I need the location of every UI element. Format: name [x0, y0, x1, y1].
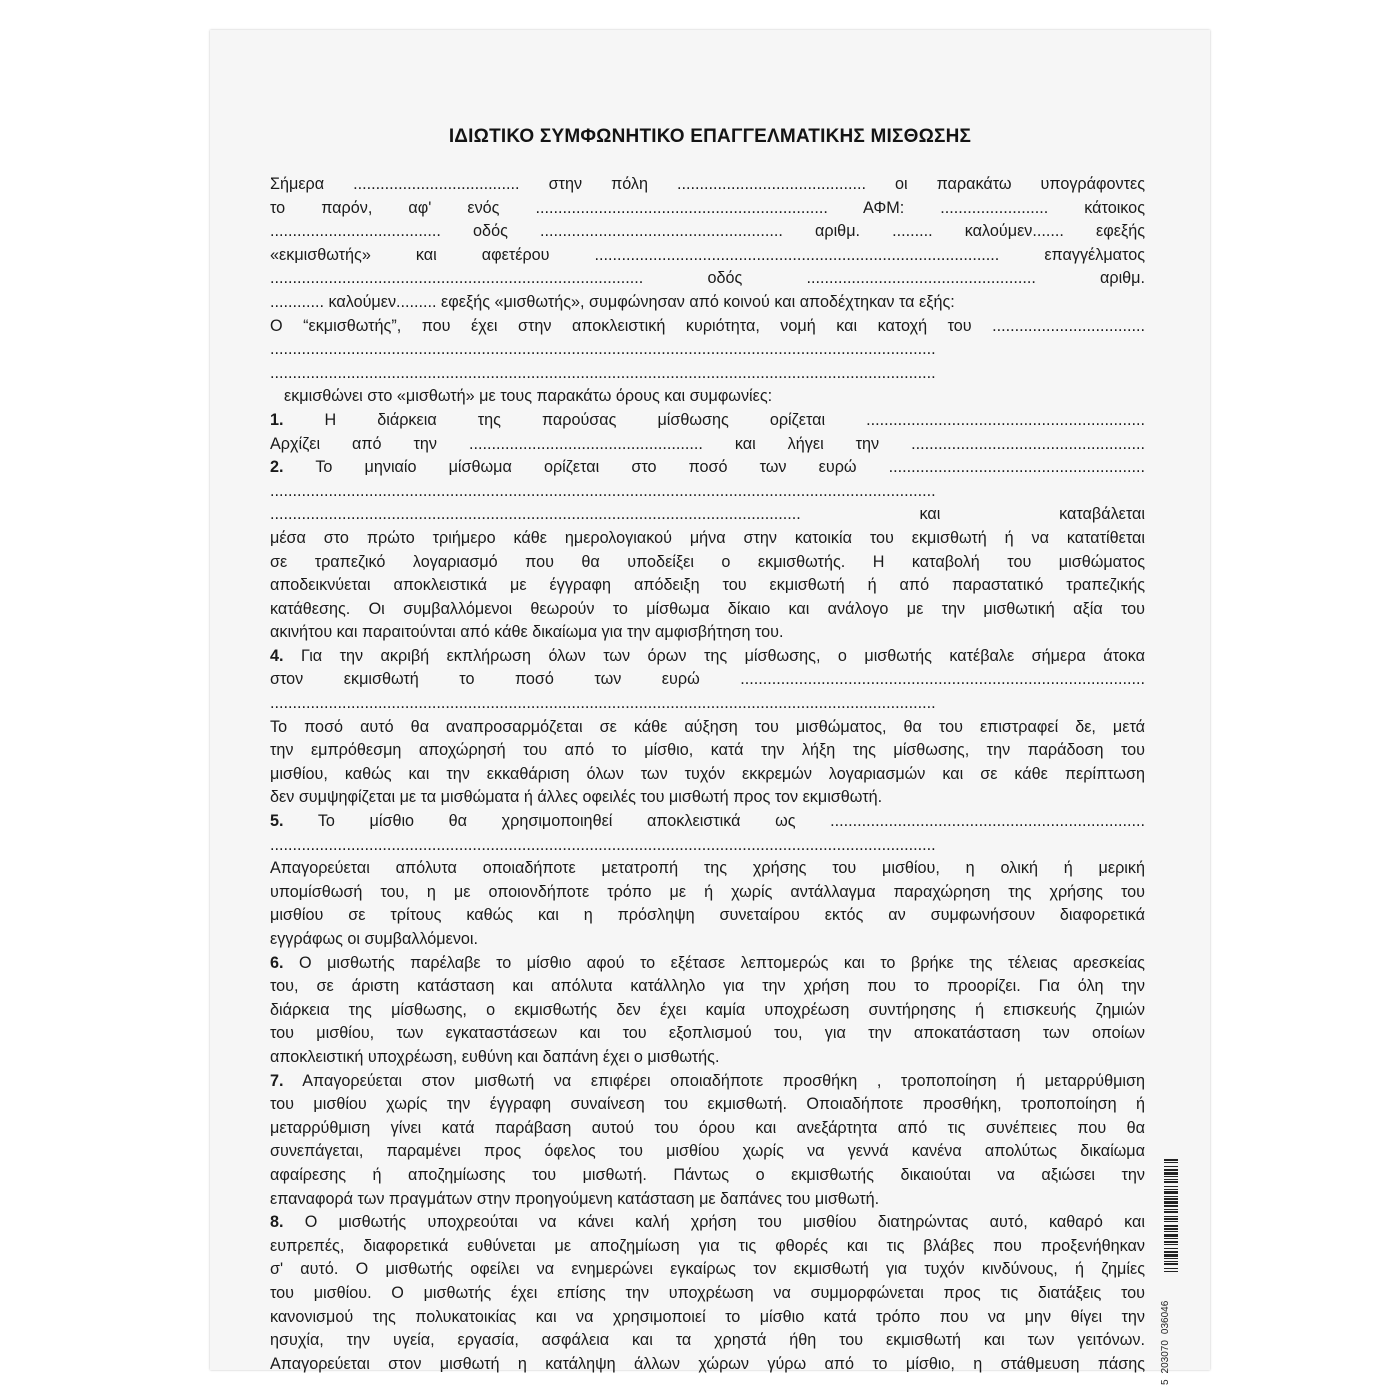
document-line	[270, 197, 1145, 221]
clause-number: 5.	[270, 812, 284, 831]
document-line	[270, 1235, 1145, 1259]
line-text: αποδεικνύεται αποκλειστικά με έγγραφη απόδειξη του εκμισθωτή ή από παραστατικό τραπεζικής	[270, 576, 1145, 595]
line-text: μεταρρύθμιση γίνει κατά παράβαση αυτού του όρου και ανεξάρτητα από τις συνέπειες που θα	[270, 1118, 1145, 1137]
clause-number: 2.	[270, 458, 284, 477]
line-text: Το μηνιαίο μίσθωμα ορίζεται στο ποσό των ευρώ .........................................................	[283, 458, 1145, 477]
line-text: σε τραπεζικό λογαριασμό που θα υποδείξει ο εκμισθωτής. Η καταβολή του μισθώματος	[270, 552, 1145, 571]
line-text: Ο “εκμισθωτής”, που έχει στην αποκλειστική κυριότητα, νομή και κατοχή του ..................................	[270, 316, 1145, 335]
line-text: Για την ακριβή εκπλήρωση όλων των όρων της μίσθωσης, ο μισθωτής κατέβαλε σήμερα άτοκα	[283, 646, 1145, 665]
contract-body	[270, 173, 1145, 1376]
document-line	[270, 1022, 1145, 1046]
line-text: σ' αυτό. Ο μισθωτής οφείλει να ενημερώνει εγκαίρως τον εκμισθωτή για τυχόν κινδύνους, ή ζημίες	[270, 1260, 1145, 1279]
document-line	[270, 668, 1145, 692]
document-line	[270, 267, 1145, 291]
document-line	[270, 904, 1145, 928]
document-line	[270, 244, 1145, 268]
line-text: Ο μισθωτής παρέλαβε το μίσθιο αφού το εξέτασε λεπτομερώς και το βρήκε της τέλειας αρεσκείας	[283, 953, 1145, 972]
line-text: συνεπάγεται, παραμένει προς όφελος του μισθίου χωρίς να γεννά κανένα απολύτως δικαίωμα	[270, 1142, 1145, 1161]
document-line	[270, 409, 1145, 433]
line-text: ...................................................................................................................... και καταβάλεται	[270, 505, 1145, 524]
line-text: διάρκεια της μίσθωσης, ο εκμισθωτής δεν έχει καμία υποχρέωση συντήρησης ή επισκευής ζημιών	[270, 1000, 1145, 1019]
document-line	[270, 1164, 1145, 1188]
document-title: ΙΔΙΩΤΙΚΟ ΣΥΜΦΩΝΗΤΙΚΟ ΕΠΑΓΓΕΛΜΑΤΙΚΗΣ ΜΙΣΘΩΣΗΣ	[448, 126, 972, 147]
line-text: Το ποσό αυτό θα αναπροσαρμόζεται σε κάθε αύξηση του μισθώματος, θα του επιστραφεί δε, μετά	[270, 717, 1145, 736]
document-line	[270, 645, 1145, 669]
barcode	[1150, 1155, 1180, 1385]
line-text: την εμπρόθεσμη αποχώρησή του από το μίσθιο, κατά την λήξη της μίσθωσης, την παράδοση του	[270, 741, 1145, 760]
document-line	[270, 1211, 1145, 1235]
barcode-group-1: 203070	[1159, 1340, 1171, 1374]
document-line	[270, 952, 1145, 976]
barcode-group-2: 036046	[1159, 1300, 1171, 1335]
clause-number: 7.	[270, 1071, 284, 1090]
clause-number: 6.	[270, 953, 284, 972]
line-text: του μισθίου χωρίς την έγγραφη συναίνεση του εκμισθωτή. Οποιαδήποτε προσθήκη, τροποποίηση ή	[270, 1095, 1145, 1114]
document-line	[270, 1140, 1145, 1164]
line-text: αφαίρεσης ή αποζημίωσης του μισθωτή. Πάντως ο εκμισθωτής δικαιούται να αξιώσει την	[270, 1165, 1145, 1184]
document-line	[270, 1282, 1145, 1306]
line-text: Σήμερα ..................................... στην πόλη .......................................... οι παρακάτω υπογράφοντες	[270, 175, 1145, 193]
line-text: Ο μισθωτής υποχρεούται να κάνει καλή χρήση του μισθίου διατηρώντας αυτό, καθαρό και	[283, 1213, 1145, 1232]
line-text: Απαγορεύεται απόλυτα οποιαδήποτε μετατροπή της χρήσης του μισθίου, η ολική ή μερική	[270, 859, 1145, 878]
document-line	[270, 999, 1145, 1023]
line-text: μέσα στο πρώτο τριήμερο κάθε ημερολογιακού μήνα στην κατοικία του εκμισθωτή ή να κατατίθεται	[270, 528, 1145, 547]
document-line	[270, 928, 1145, 952]
line-text: μισθίου σε τρίτους καθώς και η πρόσληψη συνεταίρου εκτός αν συμφωνήσουν διαφορετικά	[270, 906, 1145, 925]
line-text: του μισθίου, των εγκαταστάσεων και του εξοπλισμού του, για την αποκατάσταση των οποίων	[270, 1024, 1145, 1043]
document-line	[270, 1353, 1145, 1377]
line-text: ....................................................................................................................................................	[270, 481, 936, 500]
document-line	[270, 692, 1145, 716]
barcode-number	[1150, 1155, 1180, 1385]
clause-number: 4.	[270, 646, 284, 665]
document-line	[270, 1306, 1145, 1330]
line-text: Απαγορεύεται στον μισθωτή να επιφέρει οποιαδήποτε προσθήκη , τροποποίηση ή μεταρρύθμιση	[283, 1071, 1145, 1090]
line-text: στον εκμισθωτή το ποσό των ευρώ ..........................................................................................	[270, 670, 1145, 689]
document-line	[270, 173, 1145, 197]
line-text: κανονισμού της πολυκατοικίας και να χρησιμοποιεί το μίσθιο κατά τρόπο που να μην θίγει την	[270, 1307, 1145, 1326]
document-line	[270, 739, 1145, 763]
document-line	[270, 881, 1145, 905]
line-text: κατάθεσης. Οι συμβαλλόμενοι θεωρούν το μίσθωμα δίκαιο και ανάλογο με την μισθωτική αξία του	[270, 599, 1145, 618]
line-text: ευπρεπές, διαφορετικά ευθύνεται με αποζημίωση για τις φθορές και τις βλάβες που προξενήθηκαν	[270, 1236, 1145, 1255]
document-line	[270, 786, 1145, 810]
document-line	[270, 598, 1145, 622]
document-line	[270, 338, 1145, 362]
document-line	[270, 1329, 1145, 1353]
document-line	[270, 574, 1145, 598]
document-line	[270, 291, 1145, 315]
document-line	[270, 1046, 1145, 1070]
document-line	[270, 220, 1145, 244]
document-line	[270, 551, 1145, 575]
document-line	[270, 716, 1145, 740]
document-line	[270, 810, 1145, 834]
document-line	[270, 763, 1145, 787]
line-text: Η διάρκεια της παρούσας μίσθωσης ορίζεται ..............................................................	[283, 410, 1145, 429]
line-text: το παρόν, αφ' ενός ................................................................. ΑΦΜ: ........................ κάτοικος	[270, 198, 1145, 217]
line-text: Αρχίζει από την .................................................... και λήγει την ....................................................	[270, 434, 1145, 453]
document-line	[270, 456, 1145, 480]
contract-page	[210, 30, 1210, 1373]
line-text: μισθίου, καθώς και την εκκαθάριση όλων των τυχόν εκκρεμών λογαριασμών και σε κάθε περίπτωση	[270, 764, 1145, 783]
line-text: του μισθίου. Ο μισθωτής έχει επίσης την υποχρέωση να συμμορφώνεται προς τις διατάξεις του	[270, 1283, 1145, 1302]
document-line	[270, 527, 1145, 551]
line-text: ...................................... οδός ...................................................... αριθμ. ......... καλούμεν....... εφεξής	[270, 222, 1145, 241]
document-line	[270, 1258, 1145, 1282]
line-text: του, σε άριστη κατάσταση και απόλυτα κατάλληλο για την χρήση που το προορίζει. Για όλη την	[270, 977, 1145, 996]
line-text: ....................................................................................................................................................	[270, 694, 936, 713]
line-text: δεν συμψηφίζεται με τα μισθώματα ή άλλες οφειλές του μισθωτή προς τον εκμισθωτή.	[270, 788, 883, 807]
document-line	[270, 1117, 1145, 1141]
document-line	[270, 834, 1145, 858]
document-line	[270, 975, 1145, 999]
line-text: ............ καλούμεν......... εφεξής «μισθωτής», συμφώνησαν από κοινού και αποδέχτηκαν τα εξής:	[270, 292, 955, 311]
barcode-lead-digit: 5	[1159, 1379, 1171, 1385]
line-text: εγγράφως οι συμβαλλόμενοι.	[270, 930, 479, 948]
line-text: ησυχία, την υγεία, εργασία, ασφάλεια και τα χρηστά ήθη του εκμισθωτή και των γειτόνων.	[270, 1331, 1145, 1350]
document-line	[270, 1093, 1145, 1117]
document-line	[270, 362, 1145, 386]
line-text: επαναφορά των πραγμάτων στην προηγούμενη κατάσταση με δαπάνες του μισθωτή.	[270, 1189, 880, 1208]
document-line	[270, 385, 1145, 409]
line-text: ....................................................................................................................................................	[270, 835, 936, 854]
document-line	[270, 480, 1145, 504]
line-text: αποκλειστική υποχρέωση, ευθύνη και δαπάνη έχει ο μισθωτής.	[270, 1047, 720, 1066]
clause-number: 1.	[270, 410, 284, 429]
line-text: ................................................................................... οδός ................................................... αριθμ.	[270, 269, 1145, 288]
document-line	[270, 857, 1145, 881]
line-text: Το μίσθιο θα χρησιμοποιηθεί αποκλειστικά ως ......................................................................	[283, 812, 1145, 831]
line-text: Απαγορεύεται στον μισθωτή η κατάληψη άλλων χώρων γύρω από το μίσθιο, η στάθμευση πάσης	[270, 1354, 1145, 1373]
line-text: «εκμισθωτής» και αφετέρου .......................................................................................... επαγγέλματος	[270, 245, 1145, 264]
clause-number: 8.	[270, 1213, 284, 1232]
line-text: υπομίσθωσή του, η με οποιονδήποτε τρόπο με ή χωρίς αντάλλαγμα παραχώρηση της χρήσης του	[270, 882, 1145, 901]
document-line	[270, 621, 1145, 645]
document-line	[270, 1070, 1145, 1094]
line-text: ακινήτου και παραιτούνται από κάθε δικαίωμα για την αμφισβήτηση του.	[270, 623, 784, 642]
document-line	[270, 433, 1145, 457]
line-text: εκμισθώνει στο «μισθωτή» με τους παρακάτω όρους και συμφωνίες:	[284, 387, 773, 406]
line-text: ....................................................................................................................................................	[270, 340, 936, 359]
document-line	[270, 1188, 1145, 1212]
document-line	[270, 503, 1145, 527]
document-line	[270, 315, 1145, 339]
line-text: ....................................................................................................................................................	[270, 363, 936, 382]
